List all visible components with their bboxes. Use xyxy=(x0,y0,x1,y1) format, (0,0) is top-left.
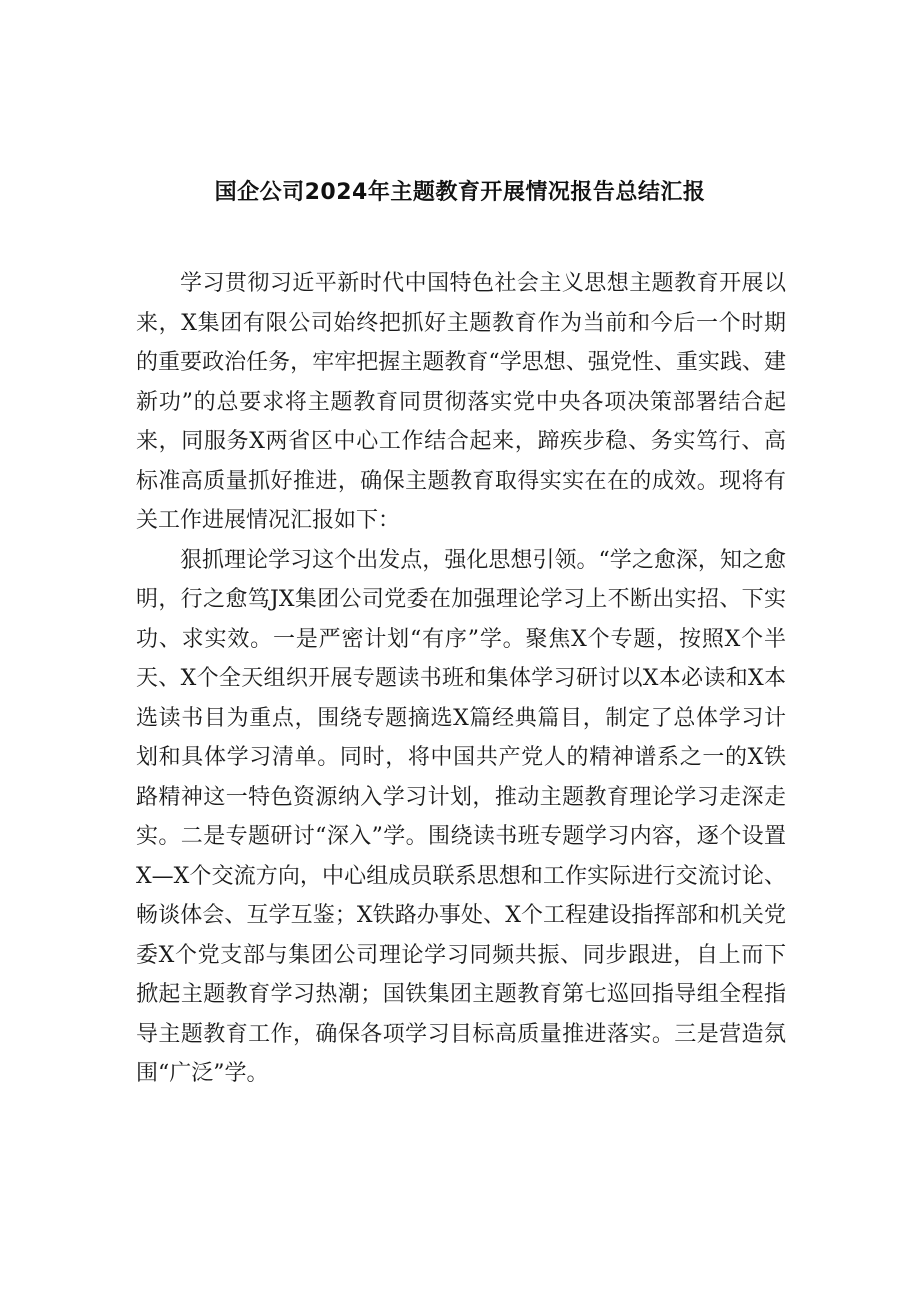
paragraph-intro: 学习贯彻习近平新时代中国特色社会主义思想主题教育开展以来，X集团有限公司始终把抓好主题教育作为当前和今后一个时期的重要政治任务，牢牢把握主题教育“学思想、强党性、重实践、建新功”的总要求将主题教育同贯彻落实党中央各项决策部署结合起来，同服务X两省区中心工作结合起来，蹄疾步稳、务实笃行、高标准高质量抓好推进，确保主题教育取得实实在在的成效。现将有关工作进展情况汇报如下： xyxy=(136,271,786,533)
document-title: 国企公司2024年主题教育开展情况报告总结汇报 xyxy=(214,180,706,205)
paragraph-theory-study: 狠抓理论学习这个出发点，强化思想引领。“学之愈深，知之愈明，行之愈笃JX集团公司党委在加强理论学习上不断出实招、下实功、求实效。一是严密计划“有序”学。聚焦X个专题，按照X个半天、X个全天组织开展专题读书班和集体学习研讨以X本必读和X本选读书目为重点，围绕专题摘选X篇经典篇目，制定了总体学习计划和具体学习清单。同时，将中国共产党人的精神谱系之一的X铁路精神这一特色资源纳入学习计划，推动主题教育理论学习走深走实。二是专题研讨“深入”学。围绕读书班专题学习内容，逐个设置X—X个交流方向，中心组成员联系思想和工作实际进行交流讨论、畅谈体会、互学互鉴；X铁路办事处、X个工程建设指挥部和机关党委X个党支部与集团公司理论学习同频共振、同步跟进，自上而下掀起主题教育学习热潮；国铁集团主题教育第七巡回指导组全程指导主题教育工作，确保各项学习目标高质量推进落实。三是营造氛围“广泛”学。 xyxy=(136,547,786,1086)
document-body xyxy=(136,264,786,1094)
